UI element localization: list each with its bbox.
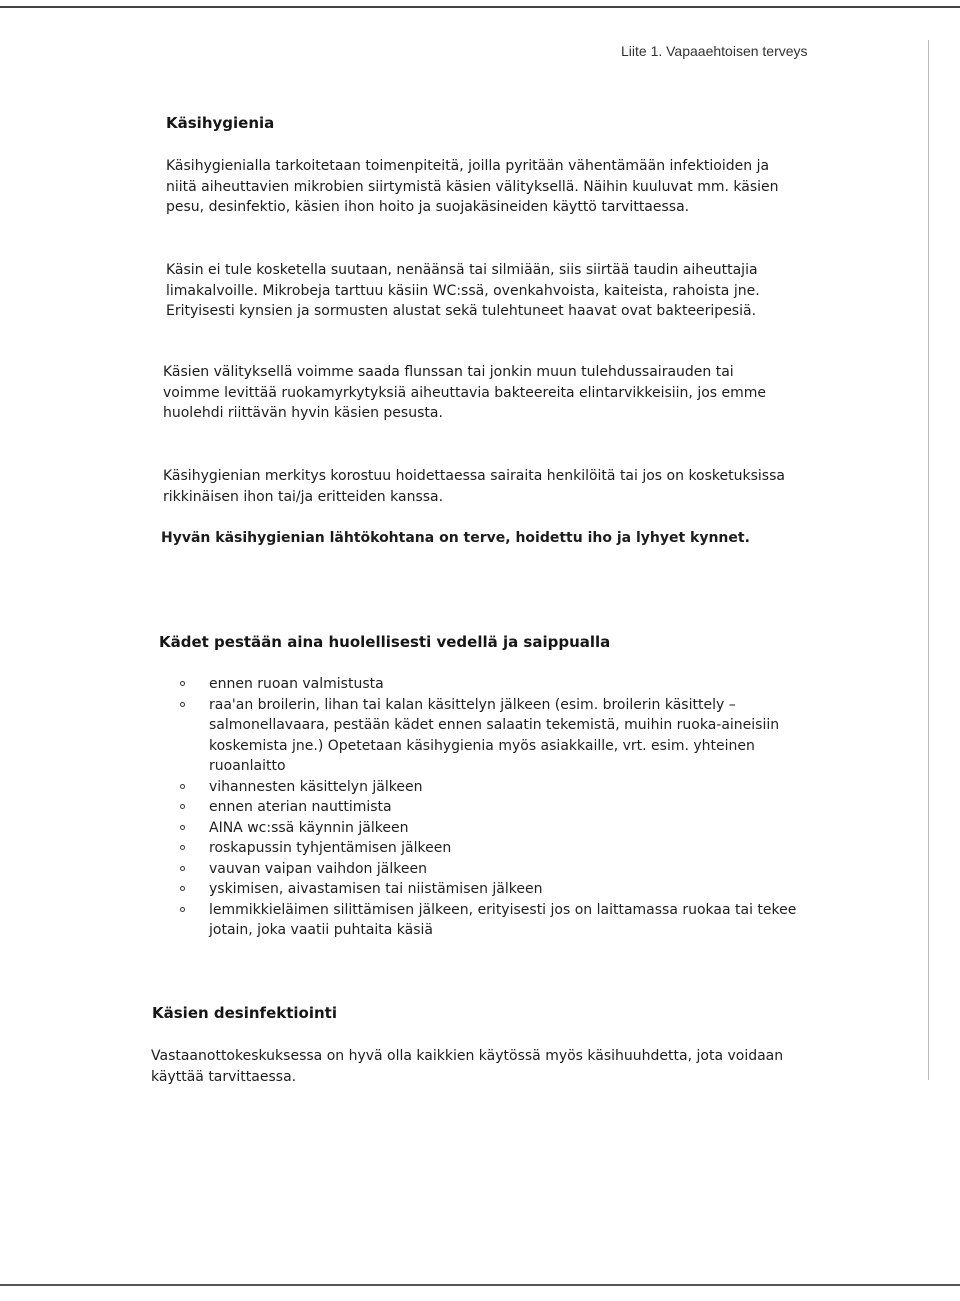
page-header: Liite 1. Vapaaehtoisen terveys (621, 43, 808, 59)
bullet-icon (180, 681, 185, 686)
paragraph-starting-point: Hyvän käsihygienian lähtökohtana on terve, hoidettu iho ja lyhyet kynnet. (161, 530, 750, 546)
bullet-icon (180, 886, 185, 891)
list-item: vauvan vaipan vaihdon jälkeen (180, 859, 820, 880)
scan-top-border (0, 6, 960, 8)
bullet-icon (180, 702, 185, 707)
list-item: roskapussin tyhjentämisen jälkeen (180, 838, 820, 859)
hand-washing-list (180, 674, 820, 941)
paragraph-intro: Käsihygienialla tarkoitetaan toimenpiteitä, joilla pyritään vähentämään infektioiden ja niitä aiheuttavien mikrobien siirtymistä käsien välityksellä. Näihin kuuluvat mm. käsien pesu, desinfektio, käsien ihon hoito ja suojakäsineiden käyttö tarvittaessa. (166, 158, 779, 215)
list-item: ennen ruoan valmistusta (180, 674, 820, 695)
paragraph-importance: Käsihygienian merkitys korostuu hoidettaessa sairaita henkilöitä tai jos on kosketuksissa rikkinäisen ihon tai/ja eritteiden kanssa. (163, 468, 785, 505)
paragraph-infection: Käsien välityksellä voimme saada flunssan tai jonkin muun tulehdussairauden tai voimme levittää ruokamyrkytyksiä aiheuttavia bakteereita elintarvikkeisiin, jos emme huolehdi riittävän hyvin käsien pesusta. (163, 364, 767, 421)
bullet-icon (180, 907, 185, 912)
list-item: lemmikkieläimen silittämisen jälkeen, erityisesti jos on laittamassa ruokaa tai tekee jotain, joka vaatii puhtaita käsiä (180, 900, 820, 941)
heading-kasihygienia: Käsihygienia (166, 114, 275, 132)
list-item: raa'an broilerin, lihan tai kalan käsittelyn jälkeen (esim. broilerin käsittely – salmonellavaara, pestään kädet ennen salaatin tekemistä, muihin ruoka-aineisiin koskemista jne.) Opetetaan käsihygienia myös asiakkaille, vrt. esim. yhteinen ruoanlaitto (180, 695, 820, 777)
paragraph-disinfection: Vastaanottokeskuksessa on hyvä olla kaikkien käytössä myös käsihuuhdetta, jota voidaan käyttää tarvittaessa. (151, 1048, 784, 1085)
bullet-icon (180, 804, 185, 809)
list-item: ennen aterian nauttimista (180, 797, 820, 818)
paragraph-mucous: Käsin ei tule kosketella suutaan, nenäänsä tai silmiään, siis siirtää taudin aiheuttajia limakalvoille. Mikrobeja tarttuu käsiin WC:ssä, ovenkahvoista, kaiteista, rahoista jne. Erityisesti kynsien ja sormusten alustat sekä tulehtuneet haavat ovat bakteeripesiä. (166, 262, 760, 319)
heading-disinfection: Käsien desinfektiointi (152, 1004, 337, 1022)
scan-bottom-border (0, 1284, 960, 1286)
list-item: AINA wc:ssä käynnin jälkeen (180, 818, 820, 839)
bullet-icon (180, 866, 185, 871)
scan-right-edge (928, 40, 929, 1080)
heading-hand-washing: Kädet pestään aina huolellisesti vedellä ja saippualla (159, 633, 611, 651)
list-item: vihannesten käsittelyn jälkeen (180, 777, 820, 798)
bullet-icon (180, 825, 185, 830)
list-item: yskimisen, aivastamisen tai niistämisen jälkeen (180, 879, 820, 900)
bullet-icon (180, 784, 185, 789)
bullet-icon (180, 845, 185, 850)
